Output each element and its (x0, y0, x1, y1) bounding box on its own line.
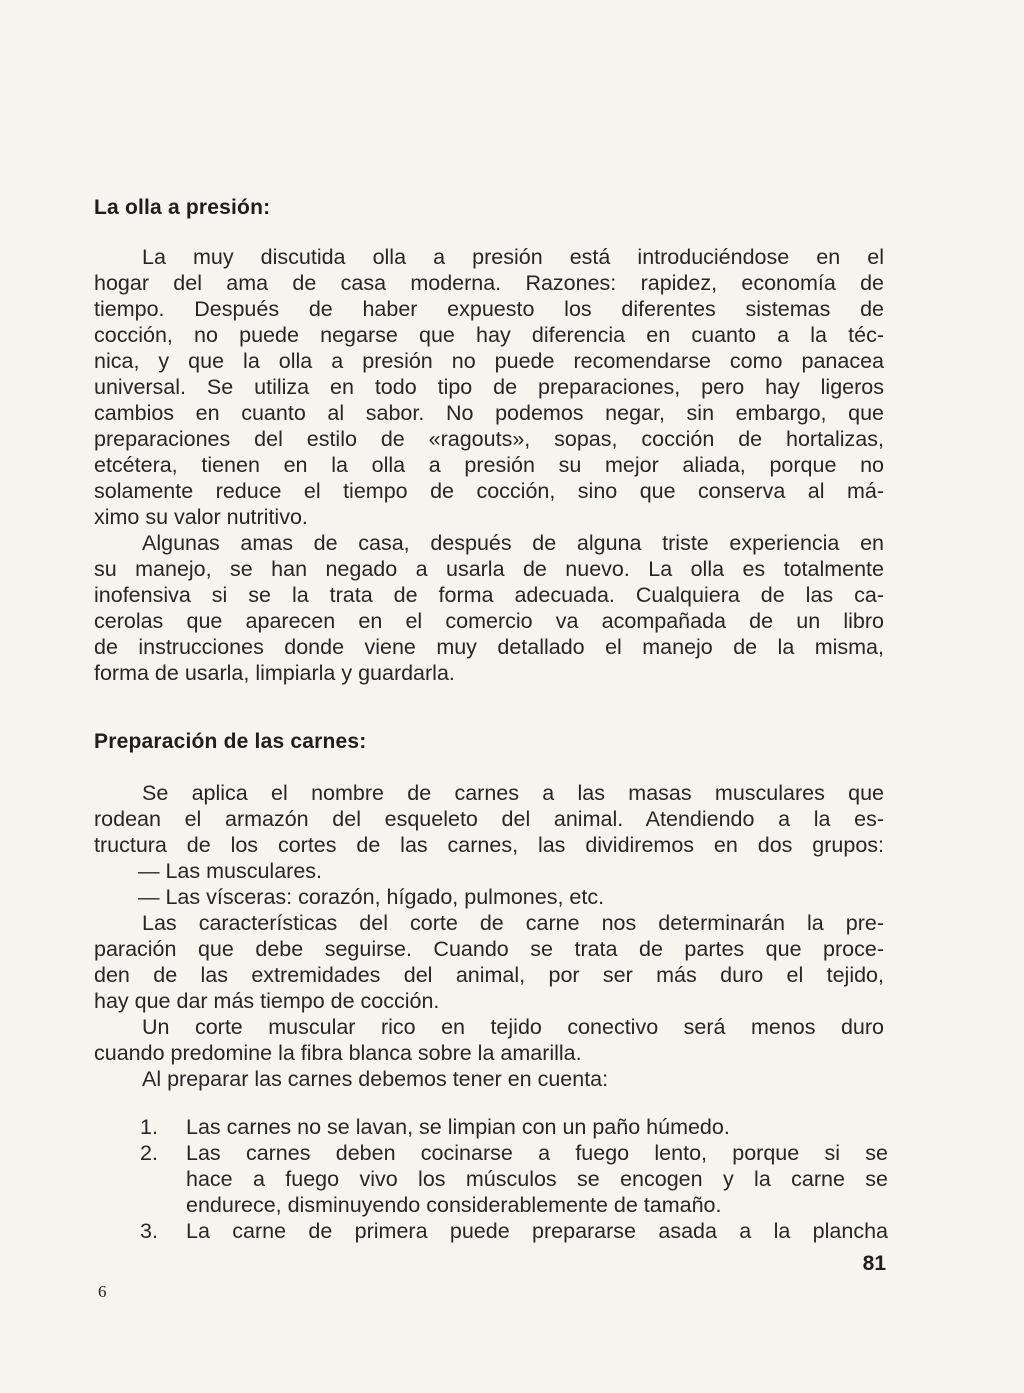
text-line: universal. Se utiliza en todo tipo de preparaciones, pero hay ligeros (94, 375, 884, 399)
text-line: cambios en cuanto al sabor. No podemos negar, sin embargo, que (94, 401, 884, 425)
text-line: paración que debe seguirse. Cuando se trata de partes que proce- (94, 937, 884, 961)
text-line: Las características del corte de carne nos determinarán la pre- (142, 911, 884, 935)
list-number: 1. (140, 1115, 158, 1139)
text-line: hay que dar más tiempo de cocción. (94, 989, 440, 1013)
list-number: 3. (140, 1219, 158, 1243)
list-text-continuation: hace a fuego vivo los músculos se encogen y la carne se (186, 1167, 888, 1191)
dash-list-item: — Las vísceras: corazón, hígado, pulmones, etc. (138, 885, 605, 909)
list-text: La carne de primera puede prepararse asada a la plancha (186, 1219, 888, 1243)
text-line: forma de usarla, limpiarla y guardarla. (94, 661, 455, 685)
section-heading-olla: La olla a presión: (94, 196, 271, 219)
section-heading-carnes: Preparación de las carnes: (94, 730, 367, 753)
text-line: etcétera, tienen en la olla a presión su mejor aliada, porque no (94, 453, 884, 477)
list-text: Las carnes deben cocinarse a fuego lento, porque si se (186, 1141, 888, 1165)
text-line: cerolas que aparecen en el comercio va acompañada de un libro (94, 609, 884, 633)
text-line: de instrucciones donde viene muy detallado el manejo de la misma, (94, 635, 884, 659)
text-line: Se aplica el nombre de carnes a las masas musculares que (142, 781, 884, 805)
text-line: tiempo. Después de haber expuesto los diferentes sistemas de (94, 297, 884, 321)
text-line: Un corte muscular rico en tejido conectivo será menos duro (142, 1015, 884, 1039)
text-line: rodean el armazón del esqueleto del animal. Atendiendo a la es- (94, 807, 884, 831)
text-line: Algunas amas de casa, después de alguna triste experiencia en (142, 531, 884, 555)
text-line: solamente reduce el tiempo de cocción, sino que conserva al má- (94, 479, 884, 503)
text-line: ximo su valor nutritivo. (94, 505, 308, 529)
page-number: 81 (862, 1252, 886, 1275)
text-line: La muy discutida olla a presión está introduciéndose en el (142, 245, 884, 269)
text-line: den de las extremidades del animal, por ser más duro el tejido, (94, 963, 884, 987)
text-line: cuando predomine la fibra blanca sobre la amarilla. (94, 1041, 582, 1065)
text-line: Al preparar las carnes debemos tener en cuenta: (142, 1067, 609, 1091)
list-text-continuation: endurece, disminuyendo considerablemente de tamaño. (186, 1193, 722, 1217)
text-line: tructura de los cortes de las carnes, las dividiremos en dos grupos: (94, 833, 884, 857)
text-line: nica, y que la olla a presión no puede recomendarse como panacea (94, 349, 884, 373)
signature-mark: 6 (98, 1282, 107, 1301)
text-line: inofensiva si se la trata de forma adecuada. Cualquiera de las ca- (94, 583, 884, 607)
text-line: preparaciones del estilo de «ragouts», sopas, cocción de hortalizas, (94, 427, 884, 451)
text-line: su manejo, se han negado a usarla de nuevo. La olla es totalmente (94, 557, 884, 581)
text-line: cocción, no puede negarse que hay diferencia en cuanto a la téc- (94, 323, 884, 347)
list-number: 2. (140, 1141, 158, 1165)
list-text: Las carnes no se lavan, se limpian con un paño húmedo. (186, 1115, 730, 1139)
dash-list-item: — Las musculares. (138, 859, 323, 883)
text-line: hogar del ama de casa moderna. Razones: rapidez, economía de (94, 271, 884, 295)
